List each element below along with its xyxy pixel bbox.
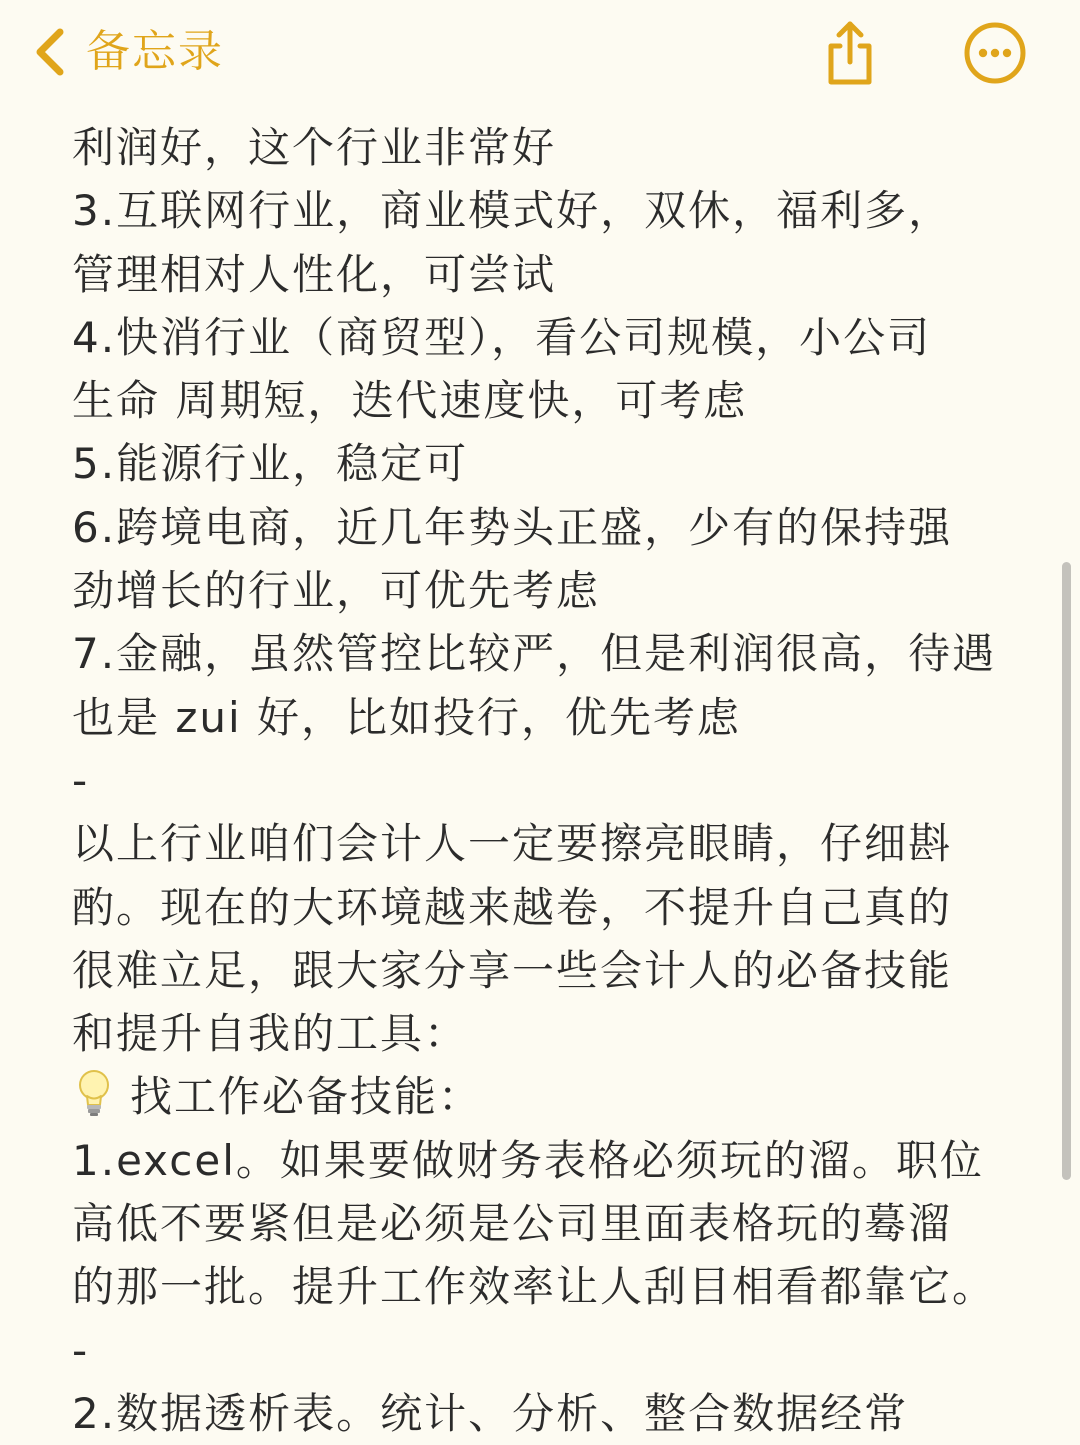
chevron-left-icon bbox=[30, 24, 74, 80]
back-label: 备忘录 bbox=[86, 26, 224, 77]
note-body[interactable] bbox=[72, 116, 1022, 1445]
note-line: 酌。现在的大环境越来越卷，不提升自己真的 bbox=[72, 882, 953, 932]
note-line: 生命 周期短，迭代速度快，可考虑 bbox=[72, 376, 748, 426]
note-line: 管理相对人性化，可尝试 bbox=[72, 249, 557, 299]
note-line: 以上行业咱们会计人一定要擦亮眼睛，仔细斟 bbox=[72, 819, 953, 869]
note-line: 很难立足，跟大家分享一些会计人的必备技能 bbox=[72, 945, 953, 995]
note-line: - bbox=[72, 1325, 90, 1375]
note-line: 劲增长的行业，可优先考虑 bbox=[72, 566, 601, 616]
note-line: 2.数据透析表。统计、分析、整合数据经常 bbox=[72, 1388, 909, 1438]
note-line: 高低不要紧但是必须是公司里面表格玩的蓦溜 bbox=[72, 1199, 953, 1249]
note-line: 3.互联网行业，商业模式好，双休，福利多， bbox=[72, 186, 953, 236]
note-line: 4.快消行业（商贸型），看公司规模，小公司 bbox=[72, 312, 932, 362]
note-line: 的那一批。提升工作效率让人刮目相看都靠它。 bbox=[72, 1262, 997, 1312]
note-line: 1.excel。如果要做财务表格必须玩的溜。职位 bbox=[72, 1135, 984, 1185]
note-line: 利润好，这个行业非常好 bbox=[72, 123, 557, 172]
note-line: - bbox=[72, 755, 90, 805]
more-icon[interactable] bbox=[960, 18, 1030, 88]
share-icon[interactable] bbox=[815, 18, 885, 88]
note-line: 5.能源行业，稳定可 bbox=[72, 439, 469, 489]
navigation-bar bbox=[0, 0, 1080, 112]
note-line: 和提升自我的工具： bbox=[72, 1009, 469, 1059]
note-line-text: 找工作必备技能： bbox=[130, 1072, 483, 1122]
lightbulb-icon bbox=[72, 1067, 116, 1119]
note-line: 6.跨境电商，近几年势头正盛，少有的保持强 bbox=[72, 502, 953, 552]
scrollbar[interactable] bbox=[1062, 562, 1071, 1180]
note-line: 7.金融，虽然管控比较严，但是利润很高，待遇 bbox=[72, 629, 997, 679]
note-line: 也是 zui 好，比如投行，优先考虑 bbox=[72, 692, 742, 742]
note-line-with-icon bbox=[72, 1065, 1022, 1128]
back-button[interactable] bbox=[30, 22, 224, 82]
